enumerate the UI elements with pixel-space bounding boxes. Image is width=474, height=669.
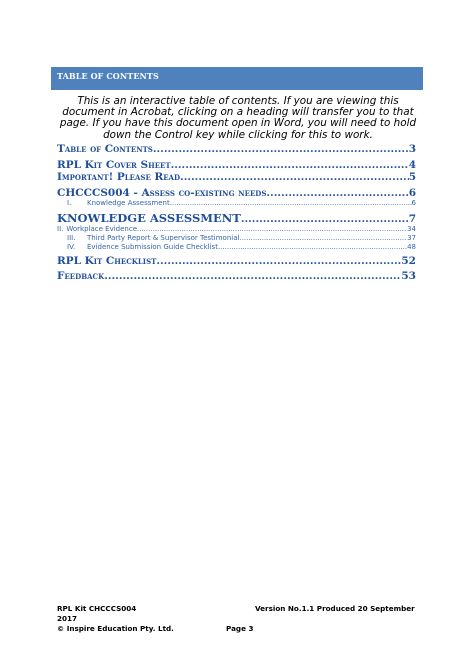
toc-header-banner (51, 67, 423, 90)
footer-copyright: © Inspire Education Pty. Ltd. (57, 624, 174, 633)
footer-page-number: Page 3 (226, 624, 254, 633)
toc-entry-knowledge-assessment-sub[interactable]: I. Knowledge Assessment ..... 6 (57, 199, 416, 207)
toc-entry-third-party-report[interactable]: III. Third Party Report & Supervisor Testimonial ..... 37 (57, 234, 416, 242)
footer-version: Version No.1.1 Produced 20 September (255, 604, 415, 613)
toc-entry-knowledge-assessment[interactable]: KNOWLEDGE ASSESSMENT ..... 7 (57, 211, 416, 225)
toc-entry-rpl-kit-cover-sheet[interactable]: RPL Kit Cover Sheet ..... 4 (57, 159, 416, 171)
toc-intro-text: This is an interactive table of contents. If you are viewing this document in Acrobat, clicking on a heading will transfer you to that page. If you have this document open in Word, you will need to hold down the Control key while clicking for this to work. (59, 95, 417, 141)
toc-entry-rpl-kit-checklist[interactable]: RPL Kit Checklist ..... 52 (57, 255, 416, 267)
toc-entry-workplace-evidence[interactable]: II. Workplace Evidence ..... 34 (57, 225, 416, 233)
footer-doc-name: RPL Kit CHCCCS004 (57, 604, 137, 613)
toc-header-title: TABLE OF CONTENTS (57, 71, 159, 81)
toc-entry-table-of-contents[interactable]: Table of Contents ..... 3 (57, 143, 416, 155)
toc-entry-evidence-submission-guide[interactable]: IV. Evidence Submission Guide Checklist ..... 48 (57, 243, 416, 251)
toc-entry-feedback[interactable]: Feedback ..... 53 (57, 270, 416, 282)
toc-entry-chcccs004[interactable]: CHCCCS004 - Assess co-existing needs ..... 6 (57, 187, 416, 199)
footer-year: 2017 (57, 614, 78, 623)
toc-entry-important-please-read[interactable]: Important! Please Read ..... 5 (57, 171, 416, 183)
